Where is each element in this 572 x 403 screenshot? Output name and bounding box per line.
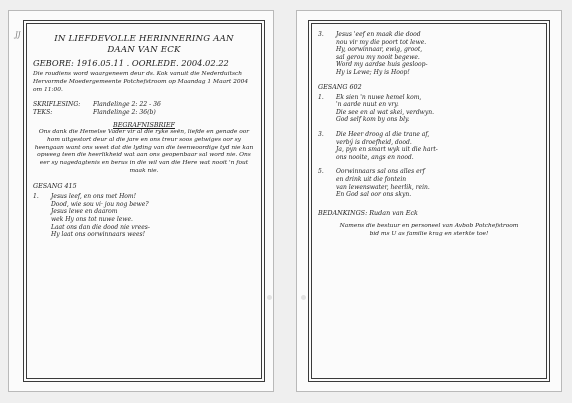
verse-line: verbý is droefheid, dood. (336, 138, 412, 146)
verse-lines (336, 31, 428, 77)
verse-lines (336, 168, 430, 198)
closing-line: Namens die bestuur en personeel van Avbob Potchefstroom (339, 222, 519, 229)
verse-number: 3. (318, 130, 324, 138)
verse-line: Jesus 'eef en maak die dood (336, 31, 421, 38)
verse-number: 1. (318, 93, 324, 101)
verse-line: Word my aardse huis gesloop- (336, 61, 428, 69)
verse-line: ons nooite, angs en nood. (336, 153, 414, 161)
verse-line: sal gerou my nooit begewe. (336, 53, 420, 61)
verse-line: Hy is Lewe; Hy is Hoop! (336, 68, 410, 76)
verse-line: nou vir my die poort tot lewe. (336, 38, 427, 46)
verse-line: van lewenswater, heerlik, rein. (336, 183, 430, 191)
punch-hole (301, 295, 306, 300)
verse-line: Oorwinnaars sal ons alles erf (336, 168, 425, 176)
text-row (33, 109, 255, 117)
funeral-letter-heading: BEGRAFNISBRIEF (113, 120, 175, 129)
right-page-frame (311, 23, 547, 379)
verse-line: Hy, oorwinnaar, ewig, groot, (336, 46, 423, 54)
hymn-602-verse-5 (318, 168, 540, 198)
punch-hole (267, 295, 272, 300)
verse-lines (336, 131, 438, 161)
birth-death-dates: GEBORE: 1916.05.11 . OORLEDE. 2004.02.22 (33, 58, 229, 68)
verse-line: Dood, wie sou vi· jou nog bewe? (51, 200, 149, 208)
hymn-415-verse-1 (33, 193, 255, 239)
verse-line: wek Hy ons tot nuwe lewe. (51, 215, 133, 223)
closing-line: bid ms U as familie krag en sterkte toe! (369, 230, 489, 237)
verse-line: Hy laat ons oorwinnaars wees! (51, 231, 145, 239)
verse-line: Die Heer droog al die trane af, (336, 130, 430, 138)
verse-number: 3. (318, 31, 324, 38)
hymn-602-verse-1 (318, 94, 540, 124)
left-page-frame (26, 23, 262, 379)
verse-line: Jesus lewe en daarom (51, 208, 118, 216)
verse-line: Ja, pyn en smart wyk uit die hart- (336, 146, 438, 154)
text-value: Flandelinge 2: 36(b) (93, 108, 156, 116)
verse-line: En God sal oor ons skyn. (336, 191, 412, 199)
hymn-602-verse-3 (318, 131, 540, 161)
service-notice: Die roudiens word waargeneem deur ds. Kok vanuit die Nederduitsch Hervormde Moedergemeente Potchefstroom op Maandag 1 Maart 2004 om 11:00. (33, 71, 249, 93)
verse-number: 5. (318, 168, 324, 176)
verse-lines (336, 94, 434, 124)
verse-line: en drink uit die fontein (336, 175, 407, 183)
verse-line: Laat ons dan die dood nie vrees- (51, 223, 150, 231)
verse-number: 1. (33, 193, 39, 201)
memorial-title-name: DAAN VAN ECK (107, 45, 181, 55)
memorial-title (31, 34, 257, 56)
verse-line: 'n aarde nuut en vry. (336, 101, 399, 109)
funeral-letter-text: Ons dank die Hemelse Vader vir al die ryke seën, liefde en genade oor hom uitgestort deur al die jare en ons treur soos getwiges oor sy heengaan want ons weet dat die lyding van die teenwoordige tyd nie kan opweeg teen die heerlikheid wat aan ons geopenbaar sal word nie. Ons eer sy nagedagtenis en berus in die wil van die Here wat nooit 'n fout maak nie. (34, 128, 254, 175)
reading-value: Flandelinge 2: 22 - 36 (93, 100, 161, 108)
memorial-title-line1: IN LIEFDEVOLLE HERINNERING AAN (54, 34, 234, 44)
right-page (296, 10, 562, 392)
thanks-line: BEDANKINGS: Rudan van Eck (318, 208, 418, 217)
verse-line: Die see en al wat skei, verdwyn. (336, 108, 434, 116)
left-page (8, 10, 274, 392)
hymn-602-title: GESANG 602 (318, 82, 362, 91)
verse-line: Jesus leef, en ons met Hom! (51, 193, 137, 201)
reading-row (33, 101, 255, 109)
verse-lines (51, 193, 150, 239)
reading-label: SKRIFLESING: (33, 100, 81, 108)
text-label: TEKS: (33, 108, 53, 116)
hymn-415-verse-3 (318, 31, 540, 77)
verse-line: God self kom by ons bly. (336, 116, 410, 124)
margin-note: JJ (15, 31, 21, 39)
verse-line: Ek sien 'n nuwe hemel kom, (336, 93, 422, 101)
hymn-415-title: GESANG 415 (33, 182, 77, 191)
closing-message (318, 223, 540, 239)
